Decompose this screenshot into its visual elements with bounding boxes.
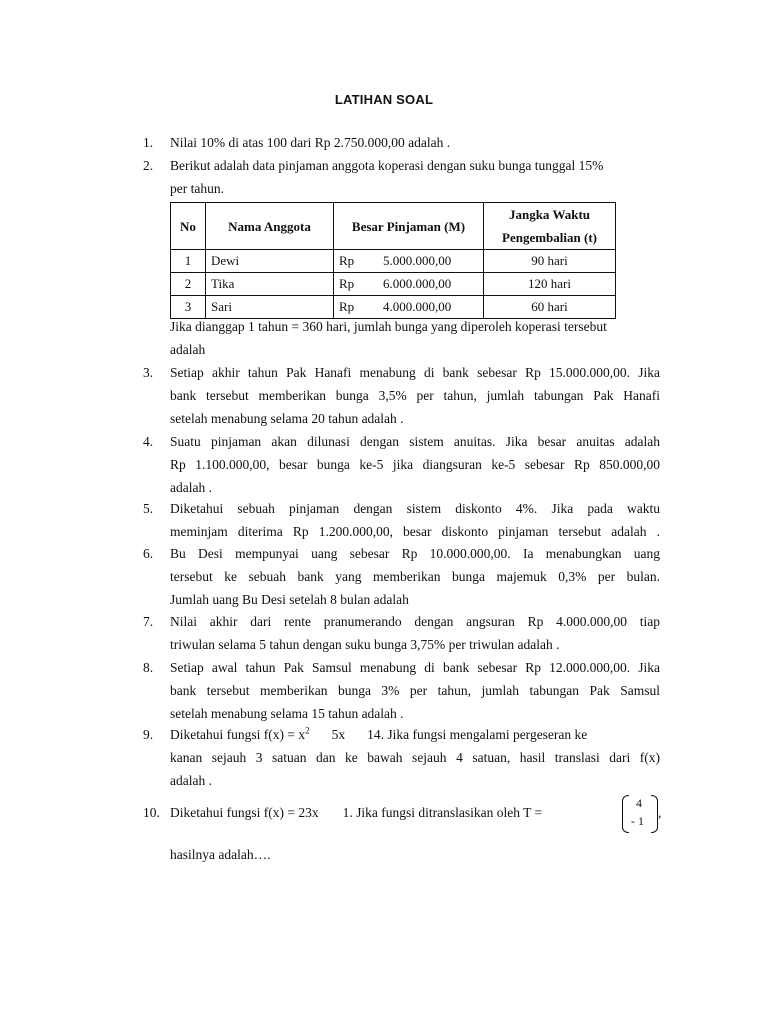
cell-time: 90 hari	[484, 250, 616, 273]
question-text: Nilai 10% di atas 100 dari Rp 2.750.000,00 adalah .	[170, 135, 451, 150]
question-text: Jumlah uang Bu Desi setelah 8 bulan adalah	[170, 592, 409, 607]
question-text: triwulan selama 5 tahun dengan suku bunga 3,75% per triwulan adalah .	[170, 637, 560, 652]
function-term: 5x	[331, 727, 346, 742]
cell-amount-value: 4.000.000,00	[383, 299, 452, 314]
header-time-line2: Pengembalian (t)	[502, 230, 597, 245]
cell-time: 60 hari	[484, 296, 616, 319]
question-text: adalah .	[170, 773, 212, 788]
question-text: per tahun.	[170, 181, 224, 196]
table-header-row	[171, 203, 616, 250]
header-no: No	[171, 203, 206, 250]
cell-amount-value: 5.000.000,00	[383, 253, 452, 268]
question-number: 5.	[143, 501, 154, 516]
question-text: setelah menabung selama 20 tahun adalah .	[170, 411, 404, 426]
question-text: adalah	[170, 342, 206, 357]
cell-amount-value: 6.000.000,00	[383, 276, 452, 291]
vector-top: 4	[636, 796, 642, 810]
translation-text: 1. Jika fungsi ditranslasikan oleh T =	[342, 805, 543, 820]
cell-no: 2	[171, 273, 206, 296]
question-text: Setiap akhir tahun Pak Hanafi menabung di bank sebesar Rp 15.000.000,00. Jika	[170, 365, 660, 380]
function-rest: 14. Jika fungsi mengalami pergeseran ke	[367, 727, 588, 742]
cell-name: Dewi	[206, 250, 334, 273]
table-row	[171, 250, 616, 273]
question-text: adalah .	[170, 480, 212, 495]
question-text: tersebut ke sebuah bank yang memberikan bunga majemuk 0,3% per bulan.	[170, 569, 660, 584]
question-text: Suatu pinjaman akan dilunasi dengan sistem anuitas. Jika besar anuitas adalah	[170, 434, 660, 449]
cell-currency: Rp	[339, 276, 355, 291]
question-text: Nilai akhir dari rente pranumerando dengan angsuran Rp 4.000.000,00 tiap	[170, 614, 660, 629]
cell-no: 3	[171, 296, 206, 319]
question-number: 3.	[143, 365, 154, 380]
question-text: Berikut adalah data pinjaman anggota koperasi dengan suku bunga tunggal 15%	[170, 158, 604, 173]
question-text: Diketahui sebuah pinjaman dengan sistem diskonto 4%. Jika pada waktu	[170, 501, 660, 516]
question-number: 1.	[143, 135, 154, 150]
cell-time: 120 hari	[484, 273, 616, 296]
vector-comma: ,	[658, 805, 662, 820]
question-text: setelah menabung selama 15 tahun adalah .	[170, 706, 404, 721]
question-number: 9.	[143, 727, 154, 742]
question-text: Bu Desi mempunyai uang sebesar Rp 10.000.000,00. Ia menabungkan uang	[170, 546, 660, 561]
left-bracket-icon	[622, 795, 629, 833]
question-number: 2.	[143, 158, 154, 173]
exponent: 2	[305, 725, 310, 736]
question-text: kanan sejauh 3 satuan dan ke bawah sejauh 4 satuan, hasil translasi dari f(x)	[170, 750, 660, 765]
table-row	[171, 273, 616, 296]
page-title: LATIHAN SOAL	[334, 92, 434, 107]
cell-name: Tika	[206, 273, 334, 296]
question-number: 7.	[143, 614, 154, 629]
question-number: 10.	[143, 805, 160, 820]
question-text: bank tersebut memberikan bunga 3,5% per tahun, jumlah tabungan Pak Hanafi	[170, 388, 660, 403]
question-text: Rp 1.100.000,00, besar bunga ke-5 jika diangsuran ke-5 sebesar Rp 850.000,00	[170, 457, 660, 472]
question-text-line	[170, 723, 660, 746]
question-text-line	[170, 801, 660, 824]
loan-table	[170, 202, 616, 319]
question-text: bank tersebut memberikan bunga 3% per tahun, jumlah tabungan Pak Samsul	[170, 683, 660, 698]
question-text: Setiap awal tahun Pak Samsul menabung di bank sebesar Rp 12.000.000,00. Jika	[170, 660, 660, 675]
right-bracket-icon	[651, 795, 658, 833]
question-text: hasilnya adalah….	[170, 847, 271, 862]
translation-vector	[622, 795, 658, 831]
header-amount: Besar Pinjaman (M)	[334, 203, 484, 250]
question-text: Jika dianggap 1 tahun = 360 hari, jumlah bunga yang diperoleh koperasi tersebut	[170, 319, 607, 334]
cell-currency: Rp	[339, 299, 355, 314]
cell-amount	[334, 273, 484, 296]
vector-bottom: - 1	[631, 814, 644, 828]
function-text: Diketahui fungsi f(x) = 23x	[170, 805, 319, 820]
question-text: meminjam diterima Rp 1.200.000,00, besar diskonto pinjaman tersebut adalah .	[170, 524, 660, 539]
header-name: Nama Anggota	[206, 203, 334, 250]
cell-no: 1	[171, 250, 206, 273]
cell-name: Sari	[206, 296, 334, 319]
function-text: Diketahui fungsi f(x) = x	[170, 727, 306, 742]
question-number: 8.	[143, 660, 154, 675]
question-number: 6.	[143, 546, 154, 561]
cell-amount	[334, 250, 484, 273]
cell-currency: Rp	[339, 253, 355, 268]
function-expression	[170, 723, 587, 746]
header-time-line1: Jangka Waktu	[508, 207, 591, 222]
header-time	[484, 203, 616, 250]
question-number: 4.	[143, 434, 154, 449]
